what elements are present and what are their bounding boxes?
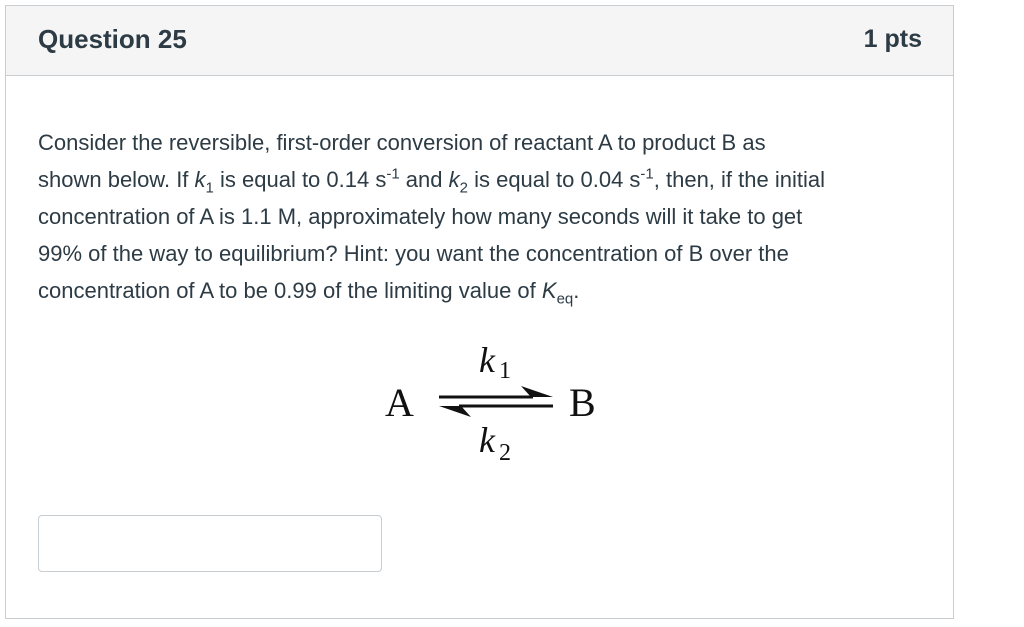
question-text bbox=[38, 124, 928, 309]
keq-subscript: eq bbox=[556, 290, 574, 308]
text-span: and bbox=[399, 167, 449, 192]
text-span: is equal to 0.04 s bbox=[467, 167, 641, 192]
text-span: is equal to 0.14 s bbox=[213, 167, 387, 192]
reverse-arrowhead bbox=[439, 406, 471, 417]
text-span: Consider the reversible, first-order conversion of reactant A to product B as bbox=[38, 130, 766, 155]
question-title: Question 25 bbox=[38, 24, 187, 54]
unit-exponent: -1 bbox=[640, 165, 654, 183]
forward-arrowhead bbox=[521, 386, 553, 397]
reaction-equation bbox=[371, 334, 611, 474]
reverse-rate-subscript: 2 bbox=[499, 440, 511, 466]
text-span: concentration of A to be 0.99 of the limiting value of bbox=[38, 278, 542, 303]
question-line bbox=[38, 124, 928, 161]
reverse-rate-constant: k bbox=[479, 420, 495, 460]
keq-variable: K bbox=[541, 278, 557, 303]
reactant-label: A bbox=[385, 380, 414, 425]
k1-variable: k bbox=[194, 167, 206, 192]
question-points: 1 pts bbox=[863, 25, 922, 53]
text-span: , then, if the initial bbox=[653, 167, 825, 192]
k1-subscript: 1 bbox=[205, 179, 214, 197]
k2-subscript: 2 bbox=[459, 179, 468, 197]
forward-rate-subscript: 1 bbox=[499, 358, 511, 384]
forward-rate-constant: k bbox=[479, 340, 495, 380]
text-span: 99% of the way to equilibrium? Hint: you want the concentration of B over the bbox=[38, 241, 789, 266]
text-span: . bbox=[573, 278, 580, 303]
question-header bbox=[6, 6, 953, 76]
equilibrium-arrows bbox=[439, 386, 553, 417]
question-line bbox=[38, 272, 928, 309]
product-label: B bbox=[569, 380, 596, 425]
question-card bbox=[5, 5, 954, 619]
unit-exponent: -1 bbox=[386, 165, 400, 183]
k2-variable: k bbox=[448, 167, 460, 192]
text-span: concentration of A is 1.1 M, approximately how many seconds will it take to get bbox=[38, 204, 803, 229]
question-line bbox=[38, 161, 928, 198]
answer-input[interactable] bbox=[38, 515, 382, 572]
question-line bbox=[38, 235, 928, 272]
text-span: shown below. If bbox=[38, 167, 195, 192]
question-line bbox=[38, 198, 928, 235]
